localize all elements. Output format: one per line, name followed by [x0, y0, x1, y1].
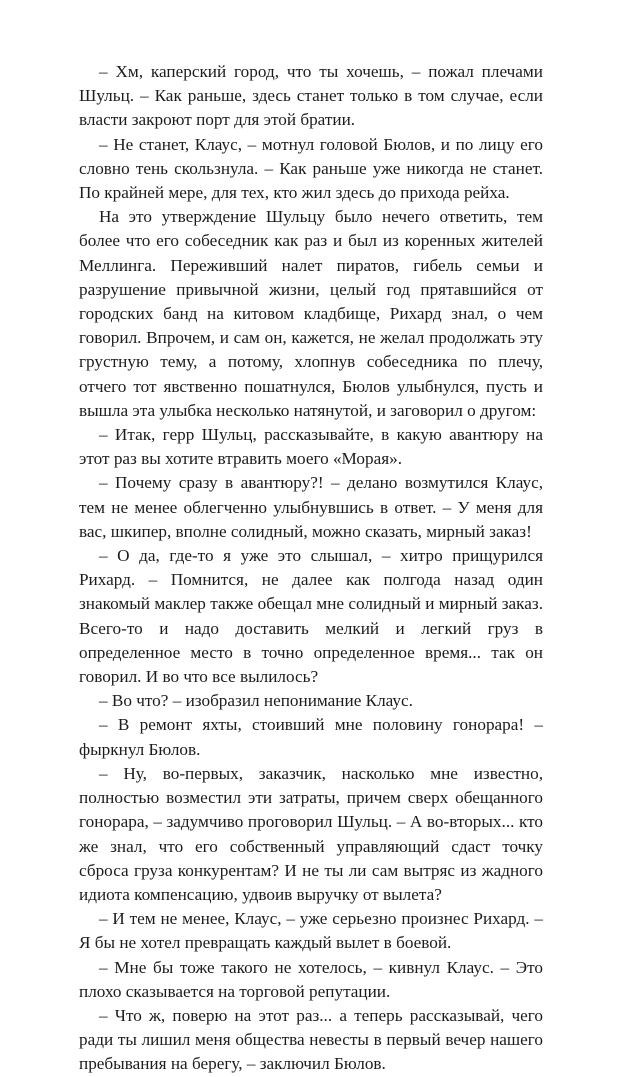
paragraph: – Хм, каперский город, что ты хочешь, – пожал плечами Шульц. – Как раньше, здесь станет только в том случае, если власти закроют порт для этой братии. — [79, 62, 543, 130]
paragraph: – О да, где-то я уже это слышал, – хитро прищурился Рихард. – Помнится, не далее как полгода назад один знакомый маклер также обещал мне солидный и мирный заказ. Всего-то и надо доставить мелкий и легкий груз в определенное место в точно определенное время... так он говорил. И во что все вылилось? — [79, 546, 543, 687]
paragraph: – Почему сразу в авантюру?! – делано возмутился Клаус, тем не менее облегченно улыбнувшись в ответ. – У меня для вас, шкипер, вполне солидный, можно сказать, мирный заказ! — [79, 473, 543, 541]
paragraph: – Мне бы тоже такого не хотелось, – кивнул Клаус. – Это плохо сказывается на торговой репутации. — [79, 957, 543, 1001]
paragraph: – Не станет, Клаус, – мотнул головой Бюлов, и по лицу его словно тень скользнула. – Как раньше уже никогда не станет. По крайней мере, для тех, кто жил здесь до прихода рейха. — [79, 134, 543, 203]
paragraph: – Что ж, поверю на этот раз... а теперь рассказывай, чего ради ты лишил меня общества невесты в первый вечер нашего пребывания на берегу, – заключил Бюлов. — [79, 1005, 543, 1074]
book-page-text — [79, 60, 543, 1077]
paragraph: – Итак, герр Шульц, рассказывайте, в какую авантюру на этот раз вы хотите втравить моего «Морая». — [79, 425, 543, 469]
paragraph: На это утверждение Шульцу было нечего ответить, тем более что его собеседник как раз и был из коренных жителей Меллинга. Переживший налет пиратов, гибель семьи и разрушение привычной жизни, целый год прятавшийся от городских банд на китовом кладбище, Рихард знал, о чем говорил. Впрочем, и сам он, кажется, не желал продолжать эту грустную тему, а потому, хлопнув собеседника по плечу, отчего тот явственно пошатнулся, Бюлов улыбнулся, пусть и вышла эта улыбка несколько натянутой, и заговорил о другом: — [79, 207, 543, 420]
paragraph: – В ремонт яхты, стоивший мне половину гонорара! – фыркнул Бюлов. — [79, 715, 543, 759]
paragraph: – Во что? – изобразил непонимание Клаус. — [99, 691, 413, 711]
paragraph: – Ну, во-первых, заказчик, насколько мне известно, полностью возместил эти затраты, причем сверх обещанного гонорара, – задумчиво проговорил Шульц. – А во-вторых... кто же знал, что его собственный управляющий сдаст точку сброса груза конкурентам? И не ты ли сам вытряс из жадного идиота компенсацию, удвоив выручку от вылета? — [79, 763, 543, 904]
paragraph: – И тем не менее, Клаус, – уже серьезно произнес Рихард. – Я бы не хотел превращать каждый вылет в боевой. — [79, 909, 543, 953]
